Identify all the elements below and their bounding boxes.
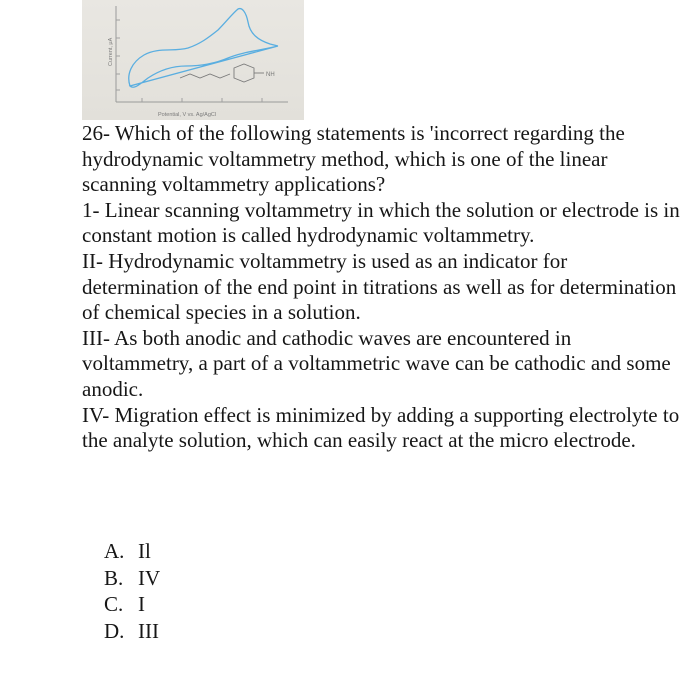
voltammogram-curve [129,9,278,88]
molecule-label: NH [266,72,275,78]
option-text: Il [138,539,151,563]
option-c[interactable] [104,591,160,618]
statement-1: 1- Linear scanning voltammetry in which the solution or electrode is in constant motion is called hydrodynamic voltammetry. [82,197,680,248]
cyclic-voltammogram-figure [82,0,304,120]
option-letter: C. [104,592,124,616]
statement-2: II- Hydrodynamic voltammetry is used as an indicator for determination of the end point in titrations as well as for determination of chemical species in a solution. [82,248,677,325]
statement-4: IV- Migration effect is minimized by adding a supporting electrolyte to the analyte solution, which can easily react at the micro electrode. [82,402,680,453]
statement-3: III- As both anodic and cathodic waves are encountered in voltammetry, a part of a voltammetric wave can be cathodic and some anodic. [82,325,671,401]
x-axis-label: Potential, V vs. Ag/AgCl [158,112,217,118]
option-b[interactable] [104,565,160,592]
y-axis-label: Current, μA [108,37,114,66]
option-d[interactable] [104,618,160,645]
answer-options [104,538,160,644]
option-letter: A. [104,539,125,563]
axis-ticks [116,20,262,102]
voltammogram-photo [82,0,304,120]
question-block [82,121,682,454]
option-a[interactable] [104,538,160,565]
molecule-chain [180,74,230,78]
option-text: III [138,618,159,643]
option-text: IV [138,565,161,590]
question-stem: 26- Which of the following statements is 'incorrect regarding the hydrodynamic voltammetry method, which is one of the linear scanning voltammetry applications? [82,121,625,197]
option-text: I [138,592,145,616]
molecule-ring [234,64,254,82]
option-letter: D. [104,618,125,643]
option-letter: B. [104,565,124,590]
